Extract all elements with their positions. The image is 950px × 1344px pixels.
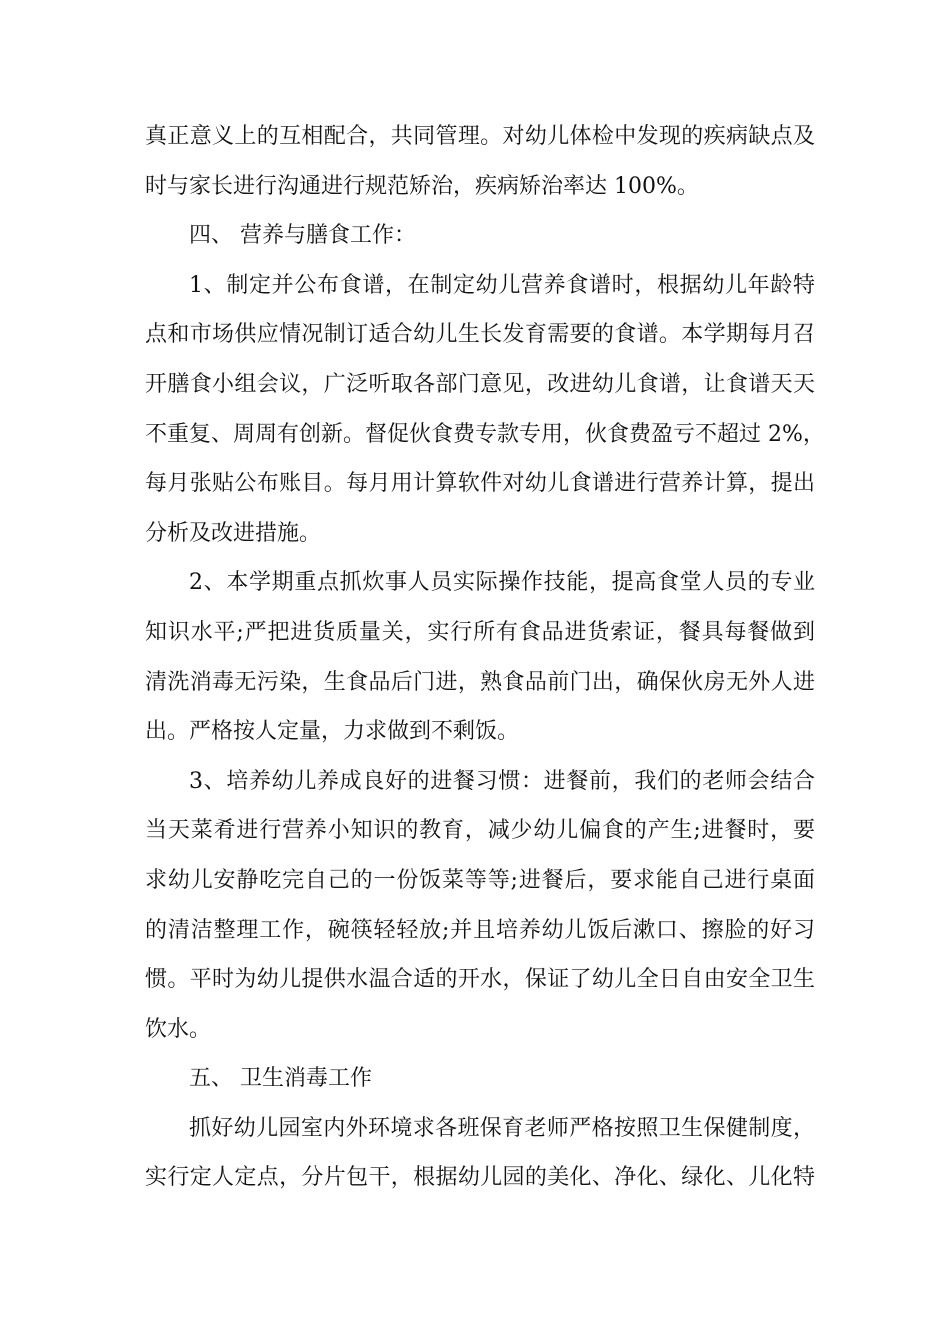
text-line: 抓好幼儿园室内外环境求各班保育老师严格按照卫生保健制度， <box>189 1115 815 1141</box>
text-line: 求幼儿安静吃完自己的一份饭菜等等;进餐后，要求能自己进行桌面 <box>145 867 815 893</box>
document-body <box>145 116 825 1207</box>
text-line: 知识水平;严把进货质量关，实行所有食品进货索证，餐具每餐做到 <box>145 619 815 645</box>
section-heading: 五、 卫生消毒工作 <box>189 1066 372 1092</box>
text-line: 当天菜肴进行营养小知识的教育，减少幼儿偏食的产生;进餐时，要 <box>145 818 815 844</box>
text-line: 分析及改进措施。 <box>145 520 322 546</box>
text-line: 惯。平时为幼儿提供水温合适的开水，保证了幼儿全日自由安全卫生 <box>145 967 815 993</box>
text-line: 时与家长进行沟通进行规范矫治，疾病矫治率达 100%。 <box>145 173 699 199</box>
text-line: 饮水。 <box>145 1016 212 1042</box>
text-line: 出。严格按人定量，力求做到不剩饭。 <box>145 719 520 745</box>
text-line: 1、制定并公布食谱，在制定幼儿营养食谱时，根据幼儿年龄特 <box>189 272 815 298</box>
text-line: 开膳食小组会议，广泛听取各部门意见，改进幼儿食谱，让食谱天天 <box>145 371 815 397</box>
text-line: 每月张贴公布账目。每月用计算软件对幼儿食谱进行营养计算，提出 <box>145 471 815 497</box>
text-line: 实行定人定点，分片包干，根据幼儿园的美化、净化、绿化、儿化特 <box>145 1165 815 1191</box>
text-line: 的清洁整理工作，碗筷轻轻放;并且培养幼儿饭后漱口、擦脸的好习 <box>145 917 815 943</box>
text-line: 真正意义上的互相配合，共同管理。对幼儿体检中发现的疾病缺点及 <box>145 124 815 149</box>
section-heading: 四、 营养与膳食工作： <box>189 223 416 249</box>
text-line: 清洗消毒无污染，生食品后门进，熟食品前门出，确保伙房无外人进 <box>145 669 815 695</box>
text-line: 点和市场供应情况制订适合幼儿生长发育需要的食谱。本学期每月召 <box>145 322 815 348</box>
text-line: 不重复、周周有创新。督促伙食费专款专用，伙食费盈亏不超过 2%， <box>145 421 825 447</box>
text-line: 3、培养幼儿养成良好的进餐习惯：进餐前，我们的老师会结合 <box>189 768 815 794</box>
text-line: 2、本学期重点抓炊事人员实际操作技能，提高食堂人员的专业 <box>189 570 815 596</box>
